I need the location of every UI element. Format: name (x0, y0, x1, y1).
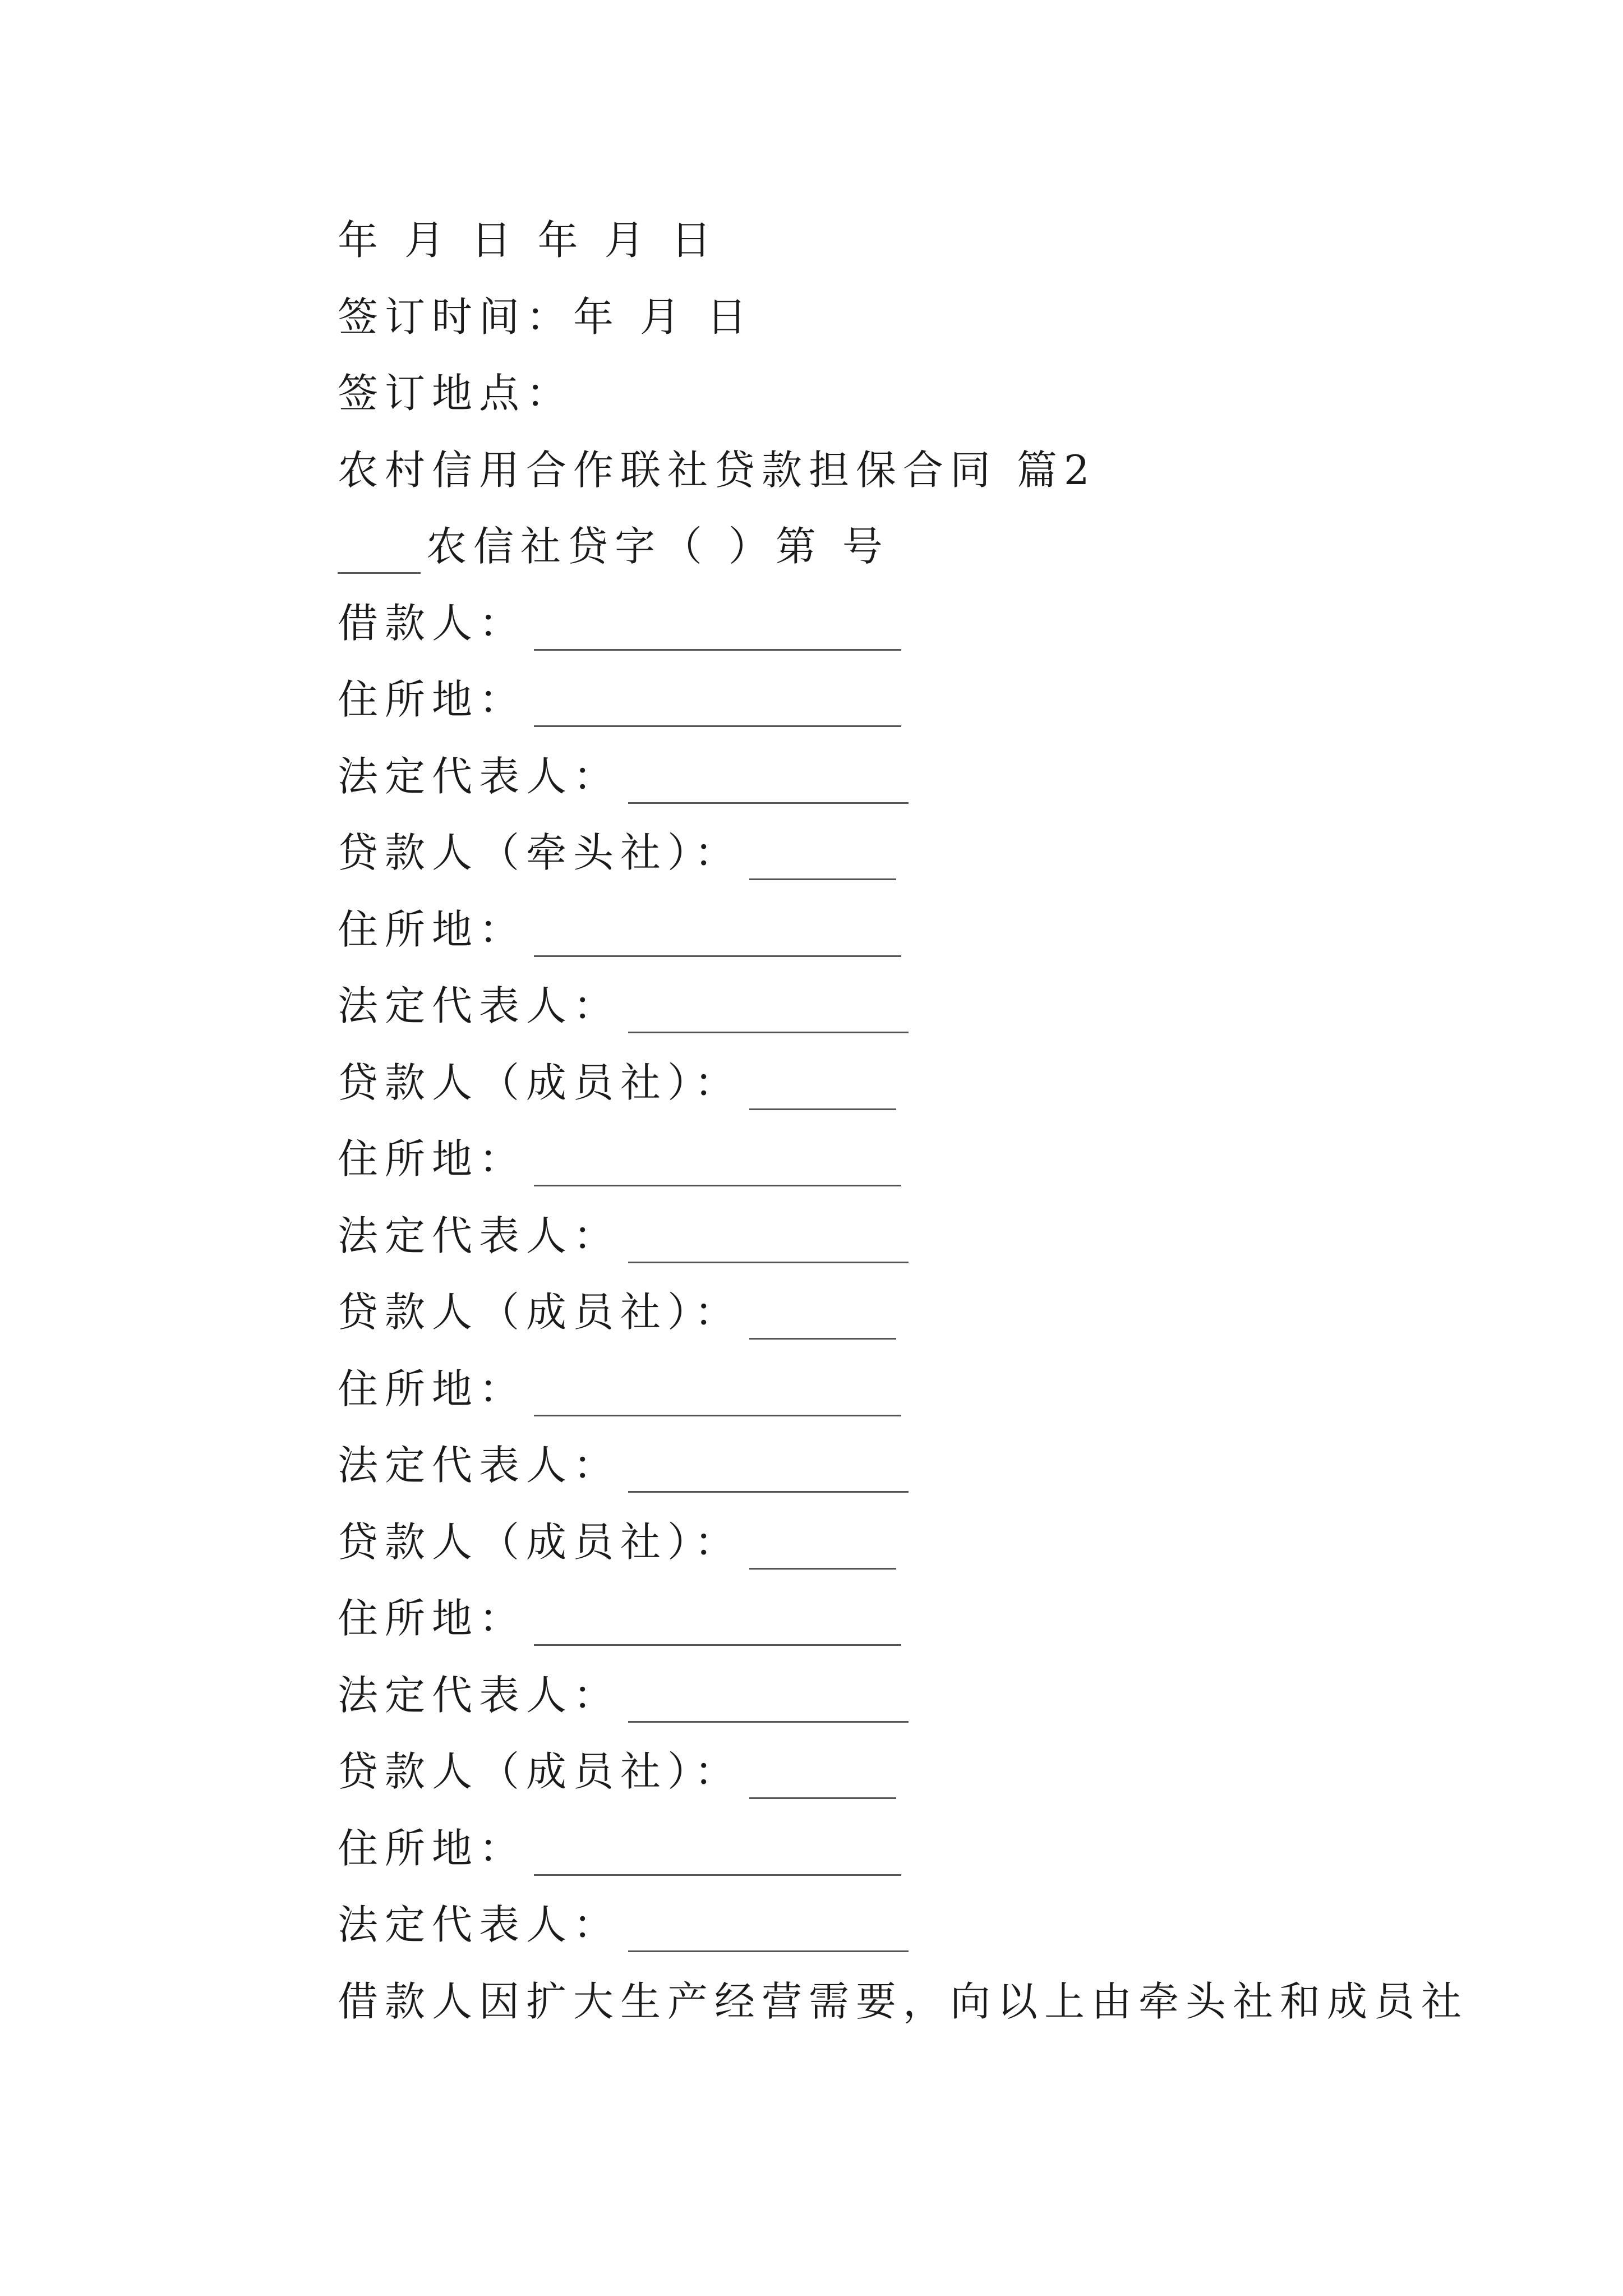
lender-lead-label: 贷款人（牵头社）： (338, 829, 742, 876)
member4-rep-label: 法定代表人： (338, 1901, 621, 1948)
borrower-address-label: 住所地： (338, 676, 527, 723)
date-row-text: 年 月 日 年 月 日 (338, 217, 718, 264)
member4-address-row (338, 1818, 901, 1879)
body-paragraph (338, 1971, 1468, 2032)
member1-rep-label: 法定代表人： (338, 1212, 621, 1259)
member2-address-row (338, 1358, 901, 1420)
member3-address-label: 住所地： (338, 1595, 527, 1642)
member2-rep-row (338, 1434, 909, 1496)
member4-address-label: 住所地： (338, 1825, 527, 1872)
borrower-address-blank (534, 686, 901, 727)
lender-lead-blank (749, 839, 896, 880)
lead-address-blank (534, 916, 901, 957)
lead-rep-row (338, 975, 909, 1037)
borrower-row (338, 592, 901, 654)
member1-blank (749, 1069, 896, 1110)
member3-address-row (338, 1588, 901, 1649)
member1-rep-row (338, 1205, 909, 1267)
member3-rep-blank (628, 1682, 909, 1723)
member4-rep-blank (628, 1911, 909, 1952)
member2-label: 贷款人（成员社）： (338, 1289, 742, 1336)
member1-address-label: 住所地： (338, 1135, 527, 1182)
contract-number (338, 516, 889, 577)
member4-blank (749, 1758, 896, 1799)
member4-address-blank (534, 1835, 901, 1876)
member3-rep-row (338, 1664, 909, 1726)
signing-place (338, 362, 573, 424)
member2-blank (749, 1299, 896, 1340)
lead-rep-label: 法定代表人： (338, 982, 621, 1029)
lead-rep-blank (628, 992, 909, 1033)
member2-address-blank (534, 1375, 901, 1416)
member1-address-blank (534, 1145, 901, 1186)
borrower-blank (534, 610, 901, 651)
member3-label: 贷款人（成员社）： (338, 1519, 742, 1566)
member2-rep-blank (628, 1452, 909, 1493)
member2-row (338, 1281, 896, 1343)
borrower-address-row (338, 669, 901, 730)
lender-lead-row (338, 822, 896, 884)
borrower-rep-label: 法定代表人： (338, 753, 621, 800)
borrower-rep-row (338, 746, 909, 807)
member4-rep-row (338, 1894, 909, 1955)
lead-address-label: 住所地： (338, 906, 527, 953)
signing-time (338, 286, 754, 348)
member3-address-blank (534, 1605, 901, 1646)
signing-place-label: 签订地点： (338, 370, 574, 417)
signing-time-text: 签订时间：年 月 日 (338, 293, 754, 341)
member3-rep-label: 法定代表人： (338, 1672, 621, 1719)
section-title (338, 439, 1096, 501)
lead-address-row (338, 899, 901, 960)
member4-row (338, 1741, 896, 1802)
member4-label: 贷款人（成员社）： (338, 1748, 742, 1795)
borrower-label: 借款人： (338, 600, 527, 647)
contract-prefix-blank (338, 533, 421, 574)
member1-rep-blank (628, 1222, 909, 1263)
section-title-text: 农村信用合作联社贷款担保合同 篇2 (338, 447, 1096, 494)
borrower-rep-blank (628, 763, 909, 804)
member1-address-row (338, 1128, 901, 1190)
member2-rep-label: 法定代表人： (338, 1442, 621, 1489)
member3-row (338, 1511, 896, 1573)
date-row (338, 209, 718, 271)
member1-row (338, 1052, 896, 1114)
member3-blank (749, 1529, 896, 1570)
contract-number-text: 农信社贷字（ ）第 号 (426, 523, 889, 570)
member2-address-label: 住所地： (338, 1365, 527, 1412)
body-paragraph-text: 借款人因扩大生产经营需要，向以上由牵头社和成员社 (338, 1978, 1469, 2025)
member1-label: 贷款人（成员社）： (338, 1059, 742, 1106)
